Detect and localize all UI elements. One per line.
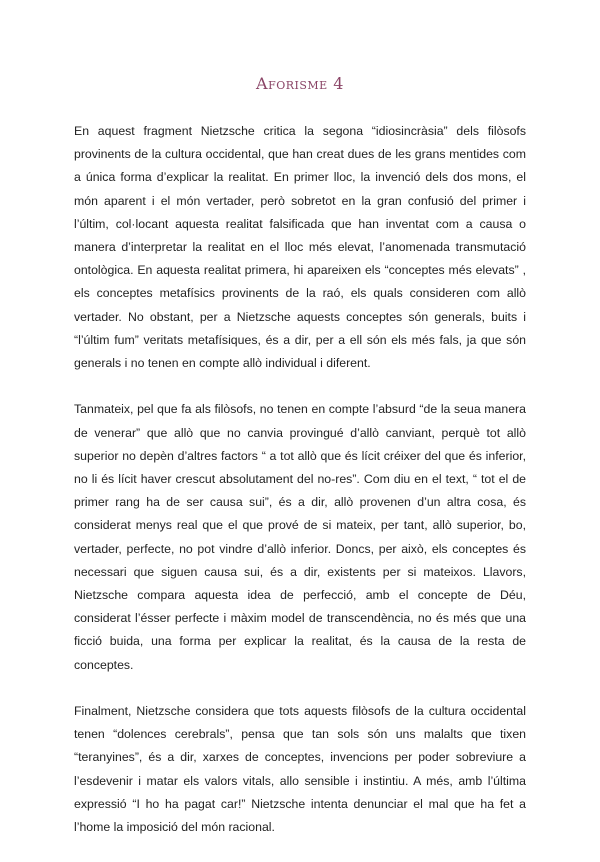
paragraph-3: Finalment, Nietzsche considera que tots aquests filòsofs de la cultura occidental tenen “dolences cerebrals”, pensa que tan sols són uns malalts que tixen “teranyines”, és a dir, xarxes de conceptes, invencions per poder sobreviure a l’esdevenir i matar els valors vitals, allo sensible i instintiu. A més, amb l’última expressió “I ho ha pagat car!” Nietzsche intenta denunciar el mal que ha fet a l’home la imposició del món racional. — [74, 704, 526, 835]
page-title: Aforisme 4 — [256, 74, 344, 93]
paragraph-1: En aquest fragment Nietzsche critica la segona “idiosincràsia” dels filòsofs provinents de la cultura occidental, que han creat dues de les grans mentides com a única forma d’explicar la realitat. En primer lloc, la invenció dels dos mons, el món aparent i el món vertader, però sobretot en la gran confusió del primer i l’últim, col·locant aquesta realitat falsificada que han inventat com a causa o manera d’interpretar la realitat en el lloc més elevat, l’anomenada transmutació ontològica. En aquesta realitat primera, hi apareixen els “conceptes més elevats” , els conceptes metafísics provinents de la raó, els quals consideren com allò vertader. No obstant, per a Nietzsche aquests conceptes són generals, buits i “l’últim fum” veritats metafísiques, és a dir, per a ell són els més fals, ja que són generals i no tenen en compte allò individual i diferent. — [74, 124, 526, 371]
body-text — [74, 120, 526, 862]
paragraph-2: Tanmateix, pel que fa als filòsofs, no tenen en compte l’absurd “de la seua manera de venerar” que allò que no canvia provingué d’allò canviant, perquè tot allò superior no depèn d’altres factors “ a tot allò que és lícit créixer del que és inferior, no li és lícit haver crescut absolutament del no-res”. Com diu en el text, “ tot el de primer rang ha de ser causa sui”, és a dir, allò provenen d’un altra cosa, és considerat menys real que el que prové de si mateix, per tant, allò superior, bo, vertader, perfecte, no pot vindre d’allò inferior. Doncs, per això, els conceptes és necessari que siguen causa sui, és a dir, existents per si mateixos. Llavors, Nietzsche compara aquesta idea de perfecció, amb el concepte de Déu, considerat l’ésser perfecte i màxim model de transcendència, no és més que una ficció buida, una forma per explicar la realitat, és la causa de la resta de conceptes. — [74, 402, 526, 672]
